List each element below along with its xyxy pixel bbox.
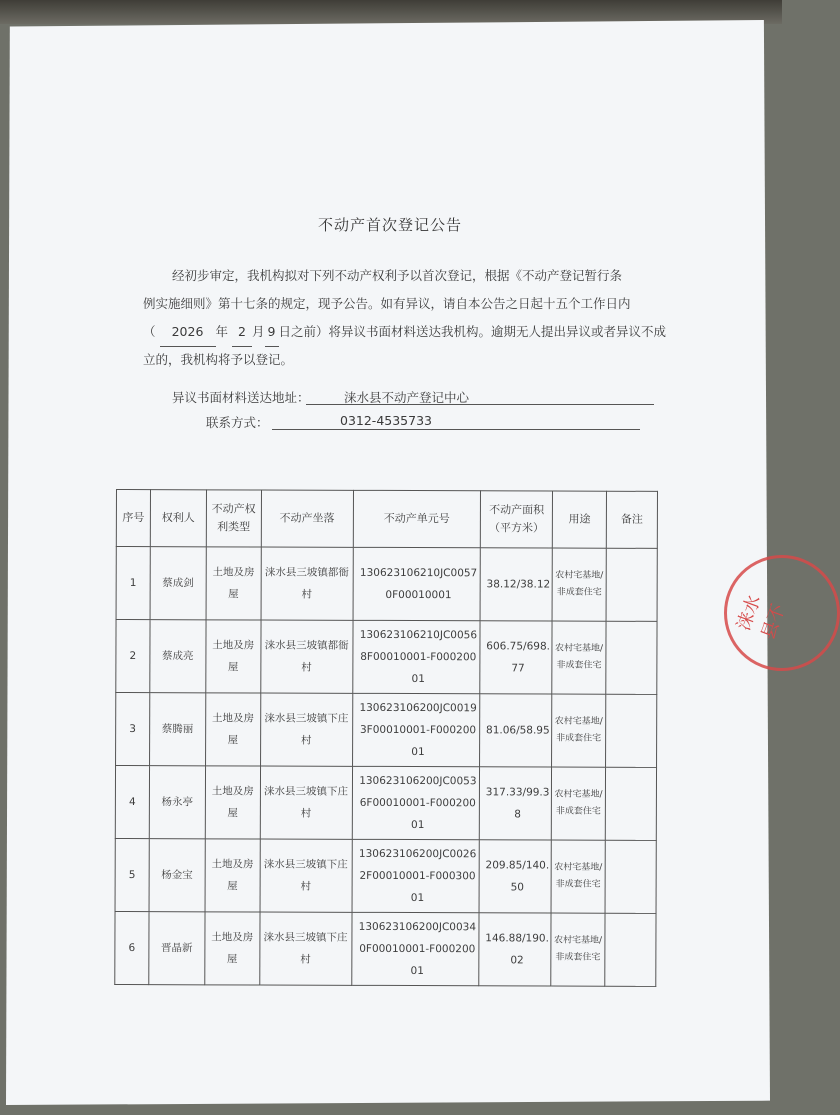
cell-note: [605, 913, 656, 986]
deadline-month: 2: [232, 318, 252, 347]
cell-area: 317.33/99.38: [480, 767, 552, 840]
header-index: 序号: [116, 490, 150, 547]
cell-use: 农村宅基地/非成套住宅: [551, 840, 605, 913]
page-title: 不动产首次登记公告: [318, 216, 463, 234]
cell-note: [606, 621, 657, 694]
cell-owner: 晋晶新: [149, 912, 205, 985]
cell-index: 5: [115, 838, 149, 911]
year-unit: 年: [215, 324, 229, 339]
table-row: [115, 766, 656, 841]
table-row: [115, 911, 656, 986]
cell-owner: 蔡成亮: [150, 620, 206, 693]
notice-line-3-rest: 日之前）将异议书面材料送达我机构。逾期无人提出异议或者异议不成: [278, 324, 667, 339]
address-value: 涞水县不动产登记中心: [344, 390, 470, 405]
cell-unit-number: 130623106200JC00536F00010001-F00020001: [352, 766, 480, 839]
cell-use: 农村宅基地/非成套住宅: [552, 548, 606, 621]
address-label: 异议书面材料送达地址：: [172, 390, 310, 405]
notice-paragraph-line-2: 例实施细则》第十七条的规定，现予公告。如有异议，请自本公告之日起十五个工作日内: [143, 296, 631, 311]
cell-owner: 杨金宝: [149, 839, 205, 912]
contact-label: 联系方式：: [206, 415, 269, 430]
table-row: [115, 838, 656, 913]
header-use: 用途: [552, 491, 606, 548]
paren-open: （: [143, 324, 156, 339]
cell-location: 涞水县三坡镇下庄村: [259, 912, 351, 985]
cell-unit-number: 130623106210JC00570F00010001: [353, 547, 481, 620]
cell-location: 涞水县三坡镇都衙村: [261, 620, 353, 693]
contact-underline: [272, 429, 640, 430]
cell-area: 209.85/140.50: [479, 840, 551, 913]
cell-use: 农村宅基地/非成套住宅: [552, 694, 606, 767]
cell-type: 土地及房屋: [205, 839, 260, 912]
contact-value: 0312-4535733: [340, 413, 432, 428]
header-right-type: 不动产权利类型: [206, 490, 261, 547]
cell-note: [606, 694, 657, 767]
cell-type: 土地及房屋: [205, 693, 260, 766]
cell-area: 81.06/58.95: [480, 694, 552, 767]
seal-text: 涞水县不: [733, 592, 790, 643]
table-row: [116, 693, 657, 768]
cell-type: 土地及房屋: [205, 766, 260, 839]
cell-area: 38.12/38.12: [480, 548, 552, 621]
registration-table: [114, 489, 658, 987]
cell-owner: 蔡腾丽: [149, 693, 205, 766]
table-row: [116, 547, 657, 622]
cell-type: 土地及房屋: [206, 547, 261, 620]
deadline-day: 9: [265, 318, 279, 347]
cell-type: 土地及房屋: [205, 912, 260, 985]
cell-use: 农村宅基地/非成套住宅: [552, 621, 606, 694]
cell-owner: 杨永亭: [149, 766, 205, 839]
cell-unit-number: 130623106200JC00340F00010001-F00020001: [351, 912, 479, 985]
header-location: 不动产坐落: [261, 490, 353, 547]
cell-index: 4: [115, 766, 149, 839]
header-area: 不动产面积（平方米）: [481, 491, 553, 548]
cell-note: [605, 840, 656, 913]
cell-use: 农村宅基地/非成套住宅: [551, 767, 605, 840]
header-note: 备注: [606, 491, 657, 548]
cell-location: 涞水县三坡镇下庄村: [260, 839, 352, 912]
cell-index: 6: [115, 911, 149, 984]
notice-paragraph-line-4: 立的，我机构将予以登记。: [143, 352, 294, 367]
table-row: [116, 620, 657, 695]
notice-paragraph-line-3: [143, 318, 666, 347]
cell-index: 2: [116, 620, 150, 693]
cell-type: 土地及房屋: [206, 620, 261, 693]
cell-area: 146.88/190.02: [479, 913, 551, 986]
cell-location: 涞水县三坡镇都衙村: [261, 547, 353, 620]
cell-owner: 蔡成剑: [150, 547, 206, 620]
cell-note: [605, 767, 656, 840]
month-unit: 月: [252, 324, 265, 339]
cell-unit-number: 130623106210JC00568F00010001-F00020001: [352, 620, 480, 693]
cell-unit-number: 130623106200JC00193F00010001-F00020001: [352, 693, 480, 766]
deadline-year: 2026: [160, 318, 216, 347]
cell-area: 606.75/698.77: [480, 621, 552, 694]
header-owner: 权利人: [150, 490, 206, 547]
cell-index: 1: [116, 547, 150, 620]
header-unit-number: 不动产单元号: [353, 490, 481, 547]
cell-unit-number: 130623106200JC00262F00010001-F00030001: [352, 839, 480, 912]
table-header-row: [116, 490, 657, 549]
notice-paragraph-line-1: 经初步审定，我机构拟对下列不动产权利予以首次登记，根据《不动产登记暂行条: [172, 268, 623, 283]
cell-location: 涞水县三坡镇下庄村: [260, 693, 352, 766]
cell-note: [606, 548, 657, 621]
cell-location: 涞水县三坡镇下庄村: [260, 766, 352, 839]
cell-index: 3: [116, 693, 150, 766]
cell-use: 农村宅基地/非成套住宅: [551, 913, 605, 986]
background-edge: [0, 0, 782, 24]
